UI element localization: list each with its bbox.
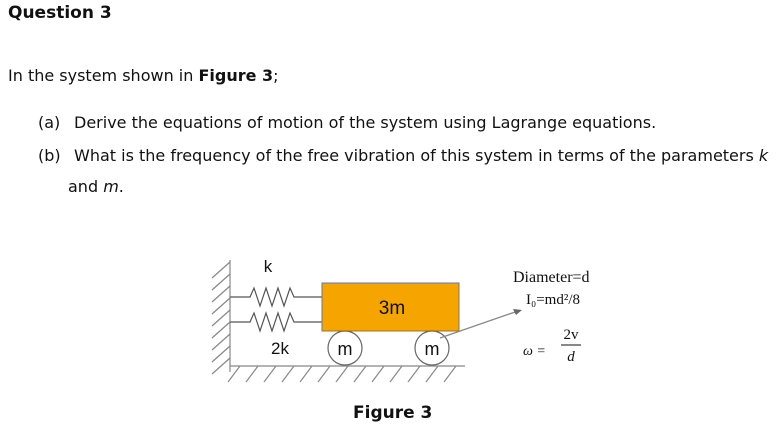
figure-3-diagram: [200, 242, 620, 402]
omega-label: ω =: [523, 344, 546, 359]
part-b-continuation: [68, 177, 124, 196]
question-title: Question 3: [8, 3, 112, 23]
intro-suffix: ;: [273, 66, 279, 85]
inertia-label: I₀=md²/8: [526, 292, 581, 308]
part-a-text: Derive the equations of motion of the system using Lagrange equations.: [74, 113, 657, 132]
part-b-and: and: [68, 177, 104, 196]
wheel-right-label: m: [424, 339, 440, 359]
part-b-end: .: [118, 177, 124, 196]
block-3m-label: 3m: [378, 298, 406, 319]
part-b: [38, 146, 768, 165]
spring-k-label: k: [263, 257, 273, 276]
ground: [228, 366, 465, 382]
wheel-left-label: m: [337, 339, 353, 359]
part-a: [38, 113, 656, 132]
part-b-text: What is the frequency of the free vibration of this system in terms of the parameters: [74, 146, 759, 165]
figure-reference: Figure 3: [198, 66, 274, 85]
intro-prefix: In the system shown in: [8, 66, 199, 85]
diameter-label: Diameter=d: [513, 269, 590, 286]
part-b-label: (b): [38, 146, 61, 165]
part-a-label: (a): [38, 113, 61, 132]
wall: [212, 260, 230, 374]
spring-2k-label: 2k: [271, 339, 289, 358]
omega-denominator: d: [567, 349, 575, 365]
param-m: m: [103, 177, 119, 196]
figure-caption: Figure 3: [353, 403, 433, 423]
spring-k: [230, 288, 322, 306]
param-k: k: [758, 146, 769, 165]
intro-text: [8, 66, 279, 85]
omega-numerator: 2v: [563, 327, 579, 343]
spring-2k: [230, 313, 322, 331]
